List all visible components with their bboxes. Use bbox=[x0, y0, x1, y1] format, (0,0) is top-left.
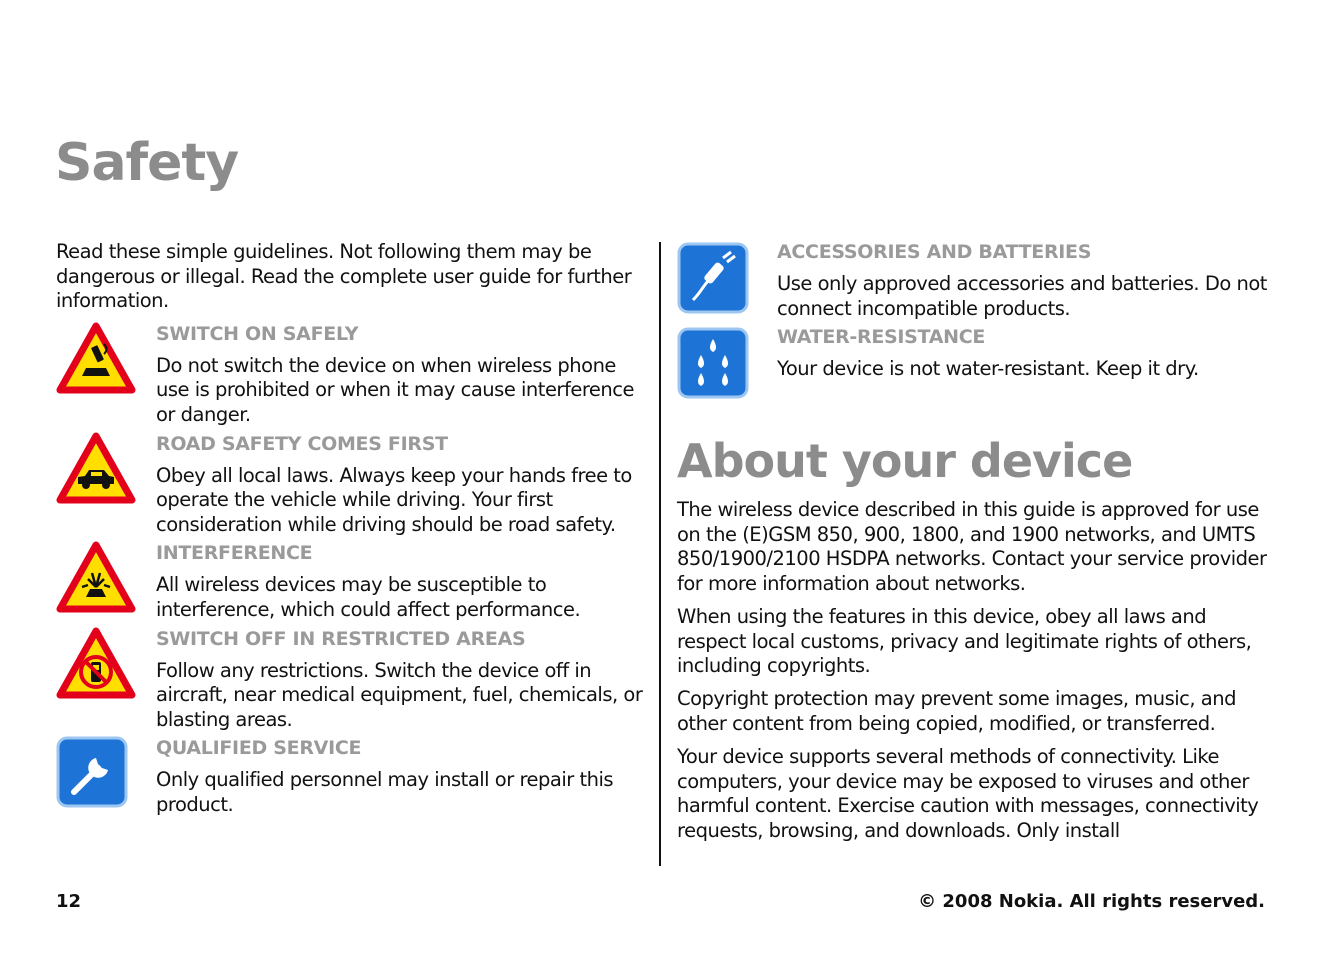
safety-item-qualified-service bbox=[56, 736, 646, 817]
safety-item-switch-on bbox=[56, 322, 646, 428]
about-section bbox=[677, 498, 1269, 843]
safety-item-accessories bbox=[677, 240, 1269, 321]
item-heading: ACCESSORIES AND BATTERIES bbox=[777, 241, 1092, 263]
item-text: Use only approved accessories and batteries. Do not connect incompatible products. bbox=[777, 272, 1267, 320]
no-phone-restricted-icon bbox=[56, 627, 156, 699]
safety-item-road-safety bbox=[56, 432, 646, 538]
water-drops-icon bbox=[677, 327, 777, 399]
interference-warning-icon bbox=[56, 541, 156, 613]
safety-item-restricted-areas bbox=[56, 627, 646, 733]
page-title: Safety bbox=[55, 133, 239, 193]
item-text: Your device is not water-resistant. Keep it dry. bbox=[777, 357, 1199, 381]
about-paragraph: Copyright protection may prevent some images, music, and other content from being copied, modified, or transferred. bbox=[677, 687, 1236, 735]
item-text: Do not switch the device on when wireless phone use is prohibited or when it may cause interference or danger. bbox=[156, 353, 634, 426]
page-number: 12 bbox=[56, 891, 82, 912]
item-heading: ROAD SAFETY COMES FIRST bbox=[156, 432, 448, 455]
item-text: Only qualified personnel may install or repair this product. bbox=[156, 768, 614, 816]
about-paragraph: Your device supports several methods of connectivity. Like computers, your device may be exposed to viruses and other harmful content. Exercise caution with messages, connectivity requests, browsing, and downloads. Only install bbox=[677, 744, 1259, 842]
car-phone-warning-icon bbox=[56, 322, 156, 394]
item-text: Obey all local laws. Always keep your hands free to operate the vehicle while driving. Your first consideration while driving should be road safety. bbox=[156, 463, 632, 536]
car-warning-icon bbox=[56, 432, 156, 504]
wrench-icon bbox=[56, 736, 156, 808]
item-heading: SWITCH ON SAFELY bbox=[156, 322, 359, 345]
copyright-notice: © 2008 Nokia. All rights reserved. bbox=[918, 891, 1265, 912]
item-heading: SWITCH OFF IN RESTRICTED AREAS bbox=[156, 627, 526, 650]
item-heading: QUALIFIED SERVICE bbox=[156, 737, 362, 760]
item-text: All wireless devices may be susceptible to interference, which could affect performance. bbox=[156, 573, 581, 621]
about-title: About your device bbox=[677, 434, 1133, 489]
safety-intro: Read these simple guidelines. Not following them may be dangerous or illegal. Read the complete user guide for further information. bbox=[56, 240, 632, 313]
safety-column bbox=[56, 240, 646, 822]
item-heading: WATER-RESISTANCE bbox=[777, 326, 986, 349]
about-paragraph: The wireless device described in this guide is approved for use on the (E)GSM 850, 900, 1800, and 1900 networks, and UMTS 850/1900/2100 HSDPA networks. Contact your service provider for more information about networks. bbox=[677, 498, 1267, 595]
safety-item-interference bbox=[56, 541, 646, 622]
item-text: Follow any restrictions. Switch the device off in aircraft, near medical equipment, fuel, chemicals, or blasting areas. bbox=[156, 658, 643, 731]
right-column bbox=[677, 240, 1269, 852]
column-divider bbox=[659, 242, 661, 866]
connector-cable-icon bbox=[677, 242, 777, 314]
about-paragraph: When using the features in this device, obey all laws and respect local customs, privacy and legitimate rights of others, including copyrights. bbox=[677, 604, 1252, 678]
item-heading: INTERFERENCE bbox=[156, 542, 313, 565]
safety-item-water-resistance bbox=[677, 325, 1269, 399]
